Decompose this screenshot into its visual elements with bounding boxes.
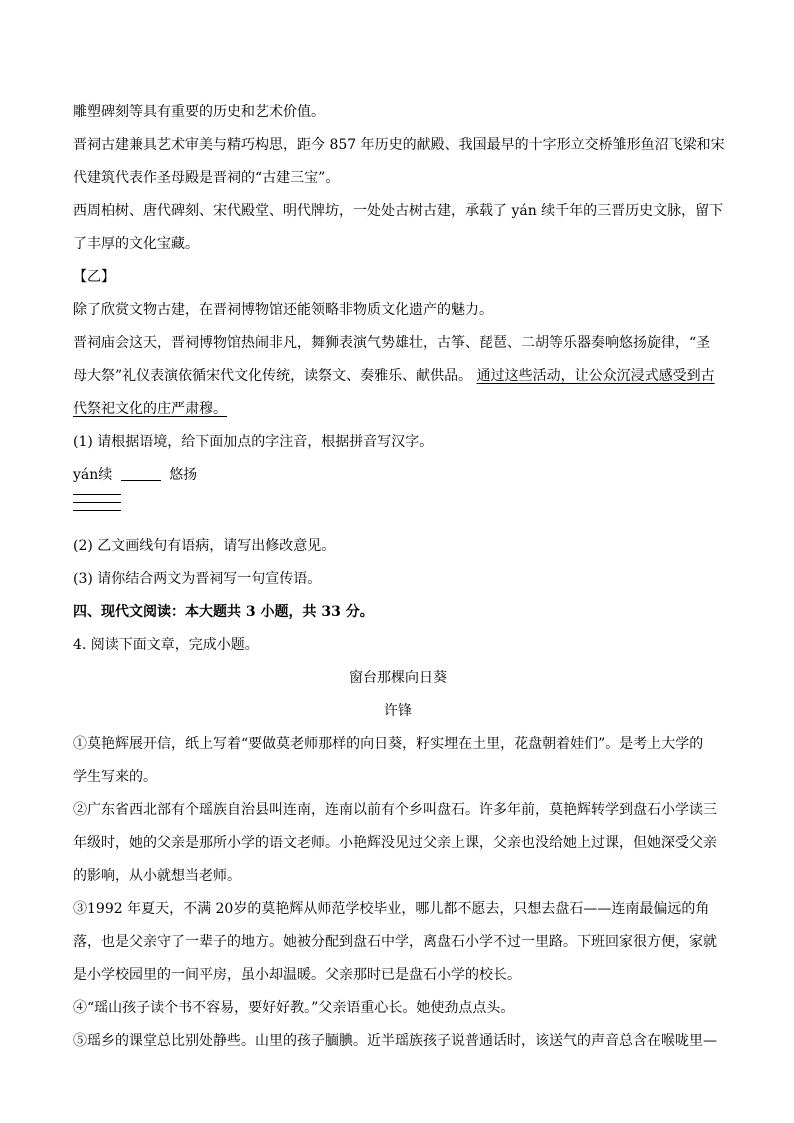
- pinyin-item: yán续: [73, 467, 113, 483]
- answer-line: [73, 510, 121, 511]
- paragraph-line: 的影响，从小就想当老师。: [73, 868, 241, 884]
- underlined-sentence: 通过这些活动，让公众沉浸式感受到古: [476, 368, 715, 384]
- paragraph-line: 是小学校园里的一间平房，虽小却温暖。父亲那时已是盘石小学的校长。: [73, 967, 521, 983]
- text-line: 晋祠古建兼具艺术审美与精巧构思，距今 857 年历史的献殿、我国最早的十字形立交桥雏形鱼沼飞梁和宋: [73, 137, 725, 153]
- question-1: (1) 请根据语境，给下面加点的字注音，根据拼音写汉字。: [73, 434, 434, 450]
- question-1-items: [73, 459, 723, 492]
- answer-line: [73, 494, 121, 495]
- word-item: 悠扬: [169, 467, 198, 483]
- text-line: 雕塑碑刻等具有重要的历史和艺术价值。: [73, 104, 325, 120]
- text-line: 了丰厚的文化宝藏。: [73, 236, 199, 252]
- text-line: 除了欣赏文物古建，在晋祠博物馆还能领略非物质文化遗产的魅力。: [73, 302, 493, 318]
- paragraph-line: ④“瑶山孩子读个书不容易，要好好教。”父亲语重心长。她使劲点点头。: [73, 1000, 515, 1016]
- underlined-sentence: 代祭祀文化的庄严肃穆。: [73, 401, 227, 417]
- text-line: [73, 393, 723, 426]
- paragraph-line: 年级时，她的父亲是那所小学的语文老师。小艳辉没见过父亲上课，父亲也没给她上过课，但她深受父亲: [73, 835, 717, 851]
- paragraph-line: 学生写来的。: [73, 769, 157, 785]
- document-page: [73, 96, 723, 1058]
- section-label: 【乙】: [73, 269, 115, 285]
- article-author: 许锋: [384, 703, 412, 719]
- question-3: (3) 请你结合两文为晋祠写一句宣传语。: [73, 571, 322, 587]
- text-line: 代建筑代表作圣母殿是晋祠的“古建三宝”。: [73, 170, 340, 186]
- article-title: 窗台那棵向日葵: [349, 670, 447, 686]
- answer-blank[interactable]: [121, 466, 161, 481]
- text-segment: 母大祭”礼仪表演依循宋代文化传统，读祭文、奏雅乐、献供品。: [73, 368, 473, 384]
- text-line: 西周柏树、唐代碑刻、宋代殿堂、明代牌坊，一处处古树古建，承载了 yán 续千年的三晋历史文脉，留下: [73, 203, 724, 219]
- text-line: 晋祠庙会这天，晋祠博物馆热闹非凡，舞狮表演气势雄壮，古筝、琵琶、二胡等乐器奏响悠扬旋律，“圣: [73, 335, 711, 351]
- question-4: 4. 阅读下面文章，完成小题。: [73, 637, 259, 653]
- paragraph-line: 落，也是父亲守了一辈子的地方。她被分配到盘石中学，离盘石小学不过一里路。下班回家很方便，家就: [73, 934, 717, 950]
- paragraph-line: ⑤瑶乡的课堂总比别处静些。山里的孩子腼腆。近半瑶族孩子说普通话时，该送气的声音总含在喉咙里—: [73, 1033, 717, 1049]
- text-line: [73, 360, 723, 393]
- paragraph-line: ③1992 年夏天，不满 20岁的莫艳辉从师范学校毕业，哪儿都不愿去，只想去盘石——连南最偏远的角: [73, 901, 710, 917]
- answer-line: [73, 502, 121, 503]
- paragraph-line: ①莫艳辉展开信，纸上写着“要做莫老师那样的向日葵，籽实埋在土里，花盘朝着娃们”。是考上大学的: [73, 736, 704, 752]
- section-heading: 四、现代文阅读：本大题共 3 小题，共 33 分。: [73, 604, 374, 620]
- paragraph-line: ②广东省西北部有个瑶族自治县叫连南，连南以前有个乡叫盘石。许多年前，莫艳辉转学到盘石小学读三: [73, 802, 717, 818]
- answer-lines: [73, 492, 723, 530]
- question-2: (2) 乙文画线句有语病，请写出修改意见。: [73, 538, 336, 554]
